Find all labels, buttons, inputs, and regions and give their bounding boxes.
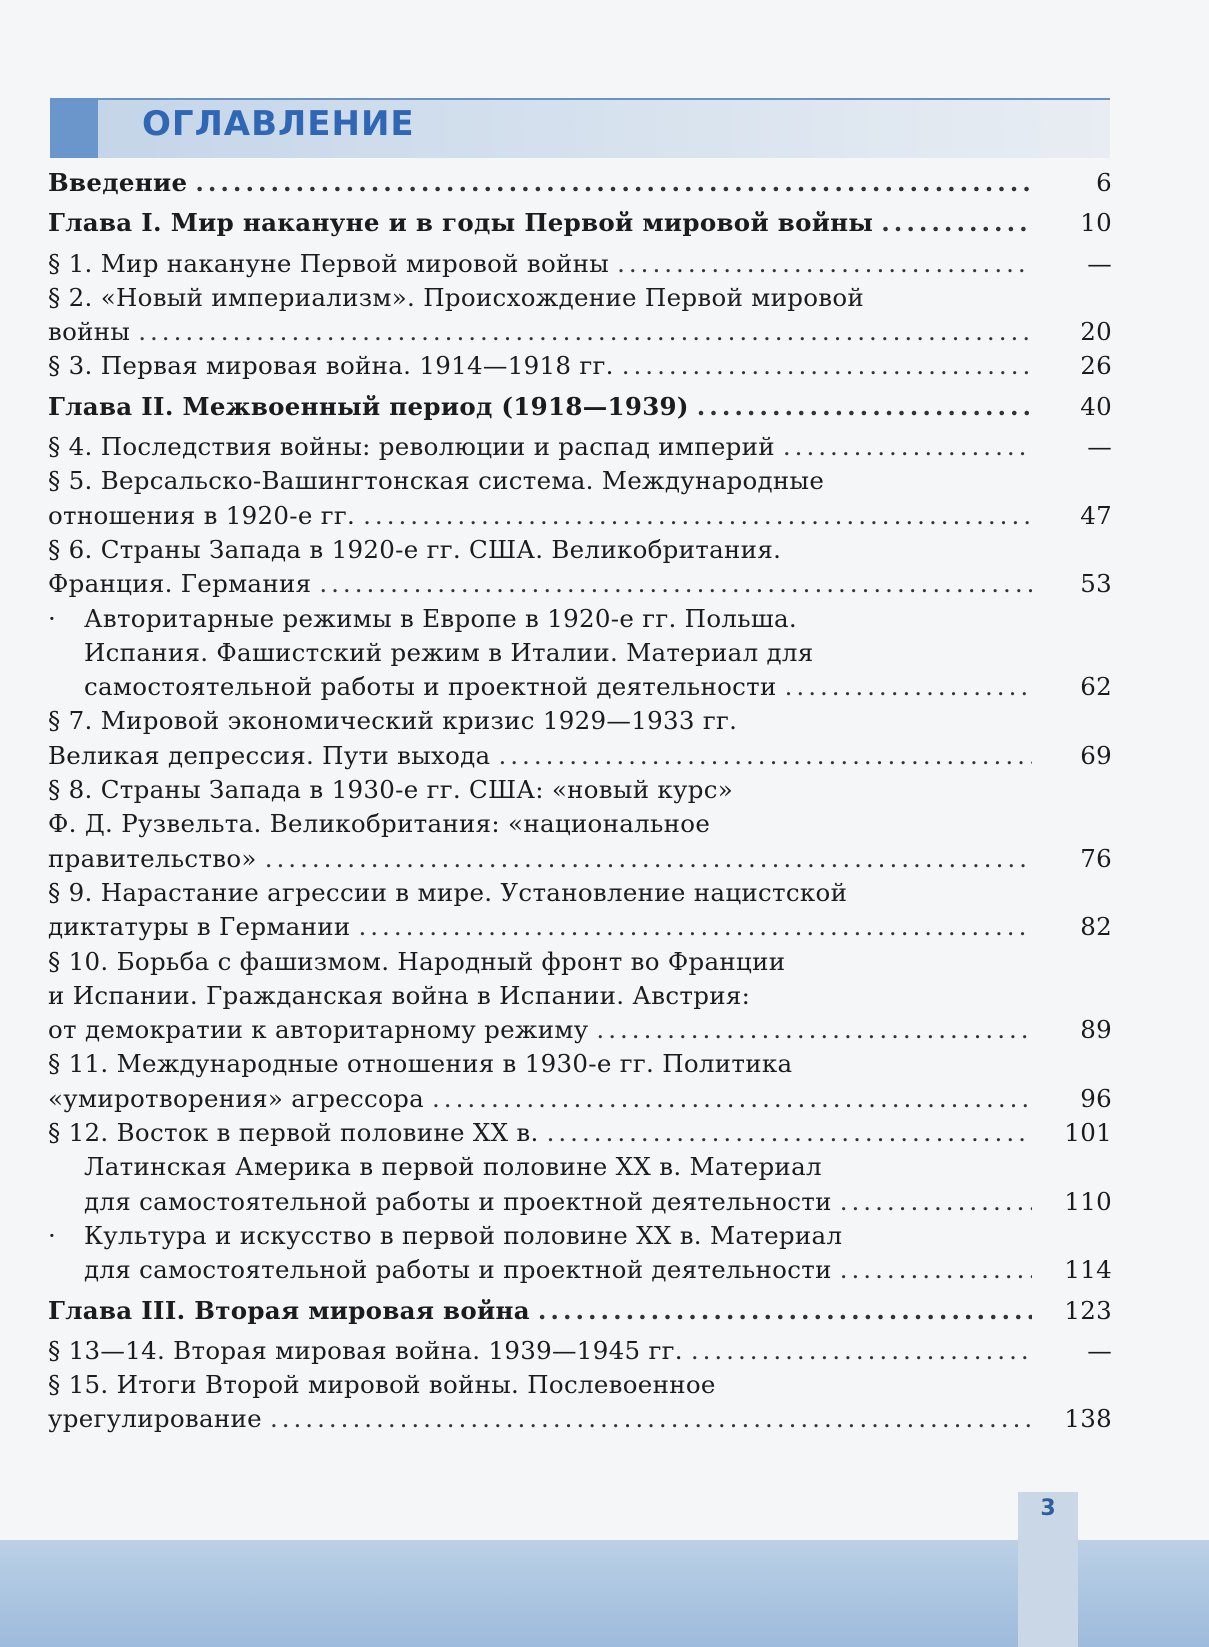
toc-entry-text: Авторитарные режимы в Европе в 1920-е гг. Польша.: [84, 603, 797, 633]
dot-leader: [498, 739, 1032, 773]
toc-entry[interactable]: [48, 464, 1112, 533]
toc-entry[interactable]: [48, 1334, 1112, 1368]
toc-entry[interactable]: [48, 704, 1112, 773]
toc-chapter-entry[interactable]: [48, 206, 1112, 240]
toc-entry-text: § 2. «Новый империализм». Происхождение Первой мировой: [48, 282, 865, 312]
dot-leader: [195, 166, 1032, 200]
dot-leader: [547, 1116, 1032, 1150]
toc-entry-text: Франция. Германия: [48, 569, 312, 599]
toc-page-number: 6: [1096, 168, 1112, 197]
toc-page-number: 82: [1080, 912, 1112, 942]
toc-entry-text: § 7. Мировой экономический кризис 1929—1933 гг.: [48, 706, 738, 736]
toc-entry-text: урегулирование: [48, 1404, 262, 1434]
toc-entry[interactable]: [48, 281, 1112, 350]
toc-entry[interactable]: [48, 602, 1112, 705]
toc-entry[interactable]: [48, 1368, 1112, 1437]
toc-entry-text: § 15. Итоги Второй мировой войны. Послевоенное: [48, 1370, 716, 1400]
toc-entry-text: самостоятельной работы и проектной деятельности: [84, 672, 777, 702]
page-title: ОГЛАВЛЕНИЕ: [142, 104, 415, 144]
toc-entry-text: и Испании. Гражданская война в Испании. Австрия:: [48, 980, 751, 1010]
page-number-tab: [1018, 1492, 1078, 1647]
toc-entry-text: § 10. Борьба с фашизмом. Народный фронт во Франции: [48, 946, 786, 976]
dot-leader: [319, 567, 1032, 601]
dot-leader: [622, 349, 1032, 383]
toc-entry[interactable]: [48, 1047, 1112, 1116]
toc-entry-text: Великая депрессия. Пути выхода: [48, 740, 491, 770]
toc-entry[interactable]: [48, 349, 1112, 383]
toc-page-number: —: [1087, 248, 1112, 278]
toc-page-number: 62: [1080, 672, 1112, 702]
toc-page-number: 101: [1064, 1118, 1112, 1148]
bullet-marker: ·: [48, 1220, 57, 1250]
toc-entry[interactable]: [48, 773, 1112, 876]
dot-leader: [840, 1253, 1032, 1287]
dot-leader: [840, 1185, 1032, 1219]
toc-entry-text: от демократии к авторитарному режиму: [48, 1015, 589, 1045]
toc-chapter-entry[interactable]: [48, 1294, 1112, 1328]
toc-page-number: 138: [1064, 1404, 1112, 1434]
toc-page-number: —: [1087, 1335, 1112, 1365]
toc-entry[interactable]: [48, 945, 1112, 1048]
toc-entry-text: § 8. Страны Запада в 1930-е гг. США: «новый курс»: [48, 775, 734, 805]
toc-entry[interactable]: [48, 1150, 1112, 1219]
toc-page-number: 26: [1080, 351, 1112, 381]
toc-entry-text: правительство»: [48, 843, 257, 873]
header-stripe: [50, 100, 98, 158]
toc-entry-text: § 4. Последствия войны: революции и распад империй: [48, 432, 775, 462]
toc-entry-text: § 11. Международные отношения в 1930-е гг. Политика: [48, 1049, 793, 1079]
toc-entry[interactable]: [48, 247, 1112, 281]
dot-leader: [697, 390, 1032, 424]
toc-entry[interactable]: [48, 1116, 1112, 1150]
dot-leader: [358, 910, 1032, 944]
dot-leader: [785, 670, 1032, 704]
toc-page-number: 20: [1080, 317, 1112, 347]
page-number: 3: [1040, 1496, 1056, 1521]
toc-page-number: —: [1087, 432, 1112, 462]
bullet-marker: ·: [48, 603, 57, 633]
toc-entry-text: для самостоятельной работы и проектной деятельности: [84, 1186, 832, 1216]
toc-entry-text: § 6. Страны Запада в 1920-е гг. США. Великобритания.: [48, 534, 782, 564]
toc-entry-text: § 3. Первая мировая война. 1914—1918 гг.: [48, 351, 614, 381]
toc-entry-text: § 5. Версальско-Вашингтонская система. Международные: [48, 466, 825, 496]
toc-entry-text: Глава II. Межвоенный период (1918—1939): [48, 391, 689, 421]
toc-entry-text: § 13—14. Вторая мировая война. 1939—1945 гг.: [48, 1335, 683, 1365]
toc-page-number: 47: [1080, 500, 1112, 530]
toc-entry-text: «умиротворения» агрессора: [48, 1083, 425, 1113]
toc-entry[interactable]: [48, 533, 1112, 602]
dot-leader: [538, 1294, 1032, 1328]
toc-chapter-entry[interactable]: [48, 166, 1112, 200]
toc-entry-text: Введение: [48, 168, 188, 197]
dot-leader: [783, 430, 1032, 464]
toc-entry-text: Латинская Америка в первой половине XX в. Материал: [84, 1152, 822, 1182]
dot-leader: [138, 315, 1032, 349]
toc-entry-text: Ф. Д. Рузвельта. Великобритания: «национальное: [48, 809, 711, 839]
toc-page-number: 69: [1080, 740, 1112, 770]
toc-entry-text: Культура и искусство в первой половине XX в. Материал: [84, 1220, 843, 1250]
toc-page-number: 123: [1064, 1295, 1112, 1325]
table-of-contents: [48, 166, 1112, 1437]
toc-entry-text: § 9. Нарастание агрессии в мире. Установление нацистской: [48, 877, 848, 907]
toc-entry[interactable]: [48, 1219, 1112, 1288]
toc-entry-text: Глава III. Вторая мировая война: [48, 1295, 530, 1325]
dot-leader: [691, 1334, 1032, 1368]
toc-page-number: 89: [1080, 1015, 1112, 1045]
toc-page-number: 110: [1064, 1186, 1112, 1216]
dot-leader: [596, 1013, 1032, 1047]
dot-leader: [363, 499, 1032, 533]
toc-entry[interactable]: [48, 430, 1112, 464]
toc-page-number: 53: [1080, 569, 1112, 599]
toc-page-number: 96: [1080, 1083, 1112, 1113]
toc-header: [50, 98, 1110, 158]
toc-page-number: 76: [1080, 843, 1112, 873]
toc-page-number: 10: [1080, 208, 1112, 238]
dot-leader: [270, 1402, 1032, 1436]
dot-leader: [432, 1082, 1032, 1116]
toc-page-number: 114: [1064, 1255, 1112, 1285]
toc-entry-text: диктатуры в Германии: [48, 912, 351, 942]
toc-entry-text: § 1. Мир накануне Первой мировой войны: [48, 248, 610, 278]
dot-leader: [881, 206, 1032, 240]
toc-entry[interactable]: [48, 876, 1112, 945]
toc-entry-text: § 12. Восток в первой половине XX в.: [48, 1118, 539, 1148]
dot-leader: [617, 247, 1032, 281]
toc-page-number: 40: [1080, 391, 1112, 421]
toc-chapter-entry[interactable]: [48, 390, 1112, 424]
toc-entry-text: войны: [48, 317, 131, 347]
toc-entry-text: для самостоятельной работы и проектной деятельности: [84, 1255, 832, 1285]
toc-entry-text: Глава I. Мир накануне и в годы Первой мировой войны: [48, 208, 874, 238]
dot-leader: [265, 842, 1032, 876]
toc-entry-text: отношения в 1920-е гг.: [48, 500, 356, 530]
toc-entry-text: Испания. Фашистский режим в Италии. Материал для: [84, 637, 814, 667]
